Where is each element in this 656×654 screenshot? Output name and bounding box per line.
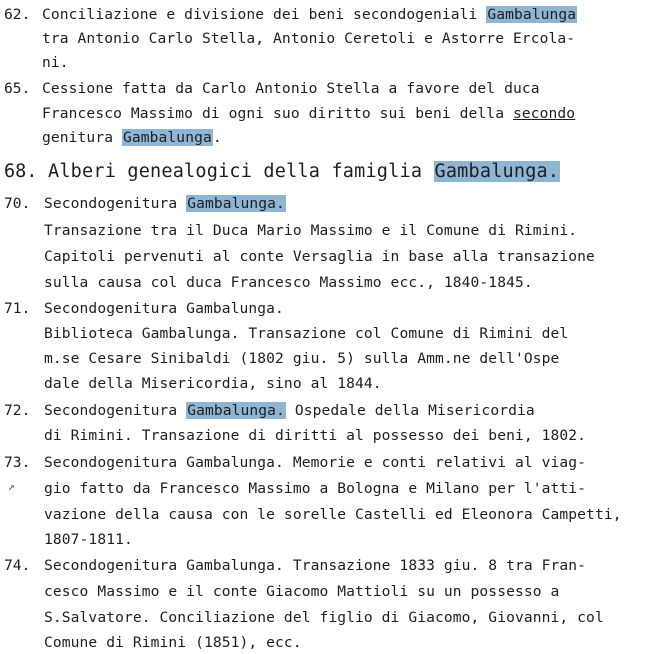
entry-line — [42, 105, 575, 123]
text-run: Alberi genealogici della famiglia — [48, 161, 434, 182]
entry-line: Cessione fatta da Carlo Antonio Stella a favore del duca — [42, 80, 540, 97]
highlighted-term: Gambalunga. — [187, 402, 285, 419]
text-run: Conciliazione e divisione dei beni secondogeniali — [42, 6, 487, 23]
entry-line: vazione della causa con le sorelle Castelli ed Eleonora Campetti, — [44, 506, 622, 523]
entry-line — [42, 129, 222, 147]
entry-line: Capitoli pervenuti al conte Versaglia in base alla transazione — [44, 248, 595, 265]
entry-line: Transazione tra il Duca Mario Massimo e il Comune di Rimini. — [44, 222, 578, 239]
entry-number: 70. — [4, 195, 31, 212]
pencil-mark: ↗ — [8, 480, 15, 493]
highlighted-term: Gambalunga — [487, 6, 577, 23]
entry-line: sulla causa col duca Francesco Massimo ecc., 1840-1845. — [44, 274, 533, 291]
entry-number: 65. — [4, 80, 31, 97]
text-run: Secondogenitura — [44, 402, 187, 419]
entry-line: S.Salvatore. Conciliazione del figlio di Giacomo, Giovanni, col — [44, 609, 604, 626]
entry-line: m.se Cesare Sinibaldi (1802 giu. 5) sulla Amm.ne dell'Ospe — [44, 350, 560, 367]
entry-line: Secondogenitura Gambalunga. Transazione 1833 giu. 8 tra Fran- — [44, 557, 587, 574]
entry-line: 1807-1811. — [44, 531, 133, 548]
entry-number: 68. — [4, 161, 38, 182]
text-run: Francesco Massimo di ogni suo diritto sui beni della — [42, 105, 513, 122]
entry-line: Comune di Rimini (1851), ecc. — [44, 634, 302, 651]
entry-line: tra Antonio Carlo Stella, Antonio Ceretoli e Astorre Ercola- — [42, 30, 576, 47]
text-run: Ospedale della Misericordia — [285, 402, 535, 419]
text-run: . — [212, 129, 222, 146]
entry-line: Biblioteca Gambalunga. Transazione col Comune di Rimini del — [44, 325, 569, 342]
highlighted-term: Gambalunga — [122, 129, 212, 146]
entry-line: di Rimini. Transazione di diritti al possesso dei beni, 1802. — [44, 427, 587, 444]
highlighted-term: Gambalunga. — [434, 161, 560, 182]
entry-number: 71. — [4, 300, 31, 317]
text-run: Secondogenitura — [44, 195, 187, 212]
underlined-word: secondo — [512, 105, 576, 122]
entry-line: dale della Misericordia, sino al 1844. — [44, 375, 382, 392]
entry-line: Secondogenitura Gambalunga. — [44, 300, 284, 317]
entry-number: 62. — [4, 6, 31, 23]
entry-line: cesco Massimo e il conte Giacomo Mattioli su un possesso a — [44, 583, 560, 600]
entry-number: 73. — [4, 454, 31, 471]
entry-line — [44, 402, 535, 420]
entry-line — [44, 195, 286, 213]
text-run: genitura — [42, 129, 122, 146]
entry-number: 72. — [4, 402, 31, 419]
highlighted-term: Gambalunga. — [187, 195, 285, 212]
entry-line: gio fatto da Francesco Massimo a Bologna e Milano per l'atti- — [44, 480, 587, 497]
entry-number: 74. — [4, 557, 31, 574]
section-heading — [48, 160, 560, 184]
entry-line: ni. — [42, 54, 69, 71]
entry-line: Secondogenitura Gambalunga. Memorie e conti relativi al viag- — [44, 454, 587, 471]
entry-line — [42, 6, 577, 24]
